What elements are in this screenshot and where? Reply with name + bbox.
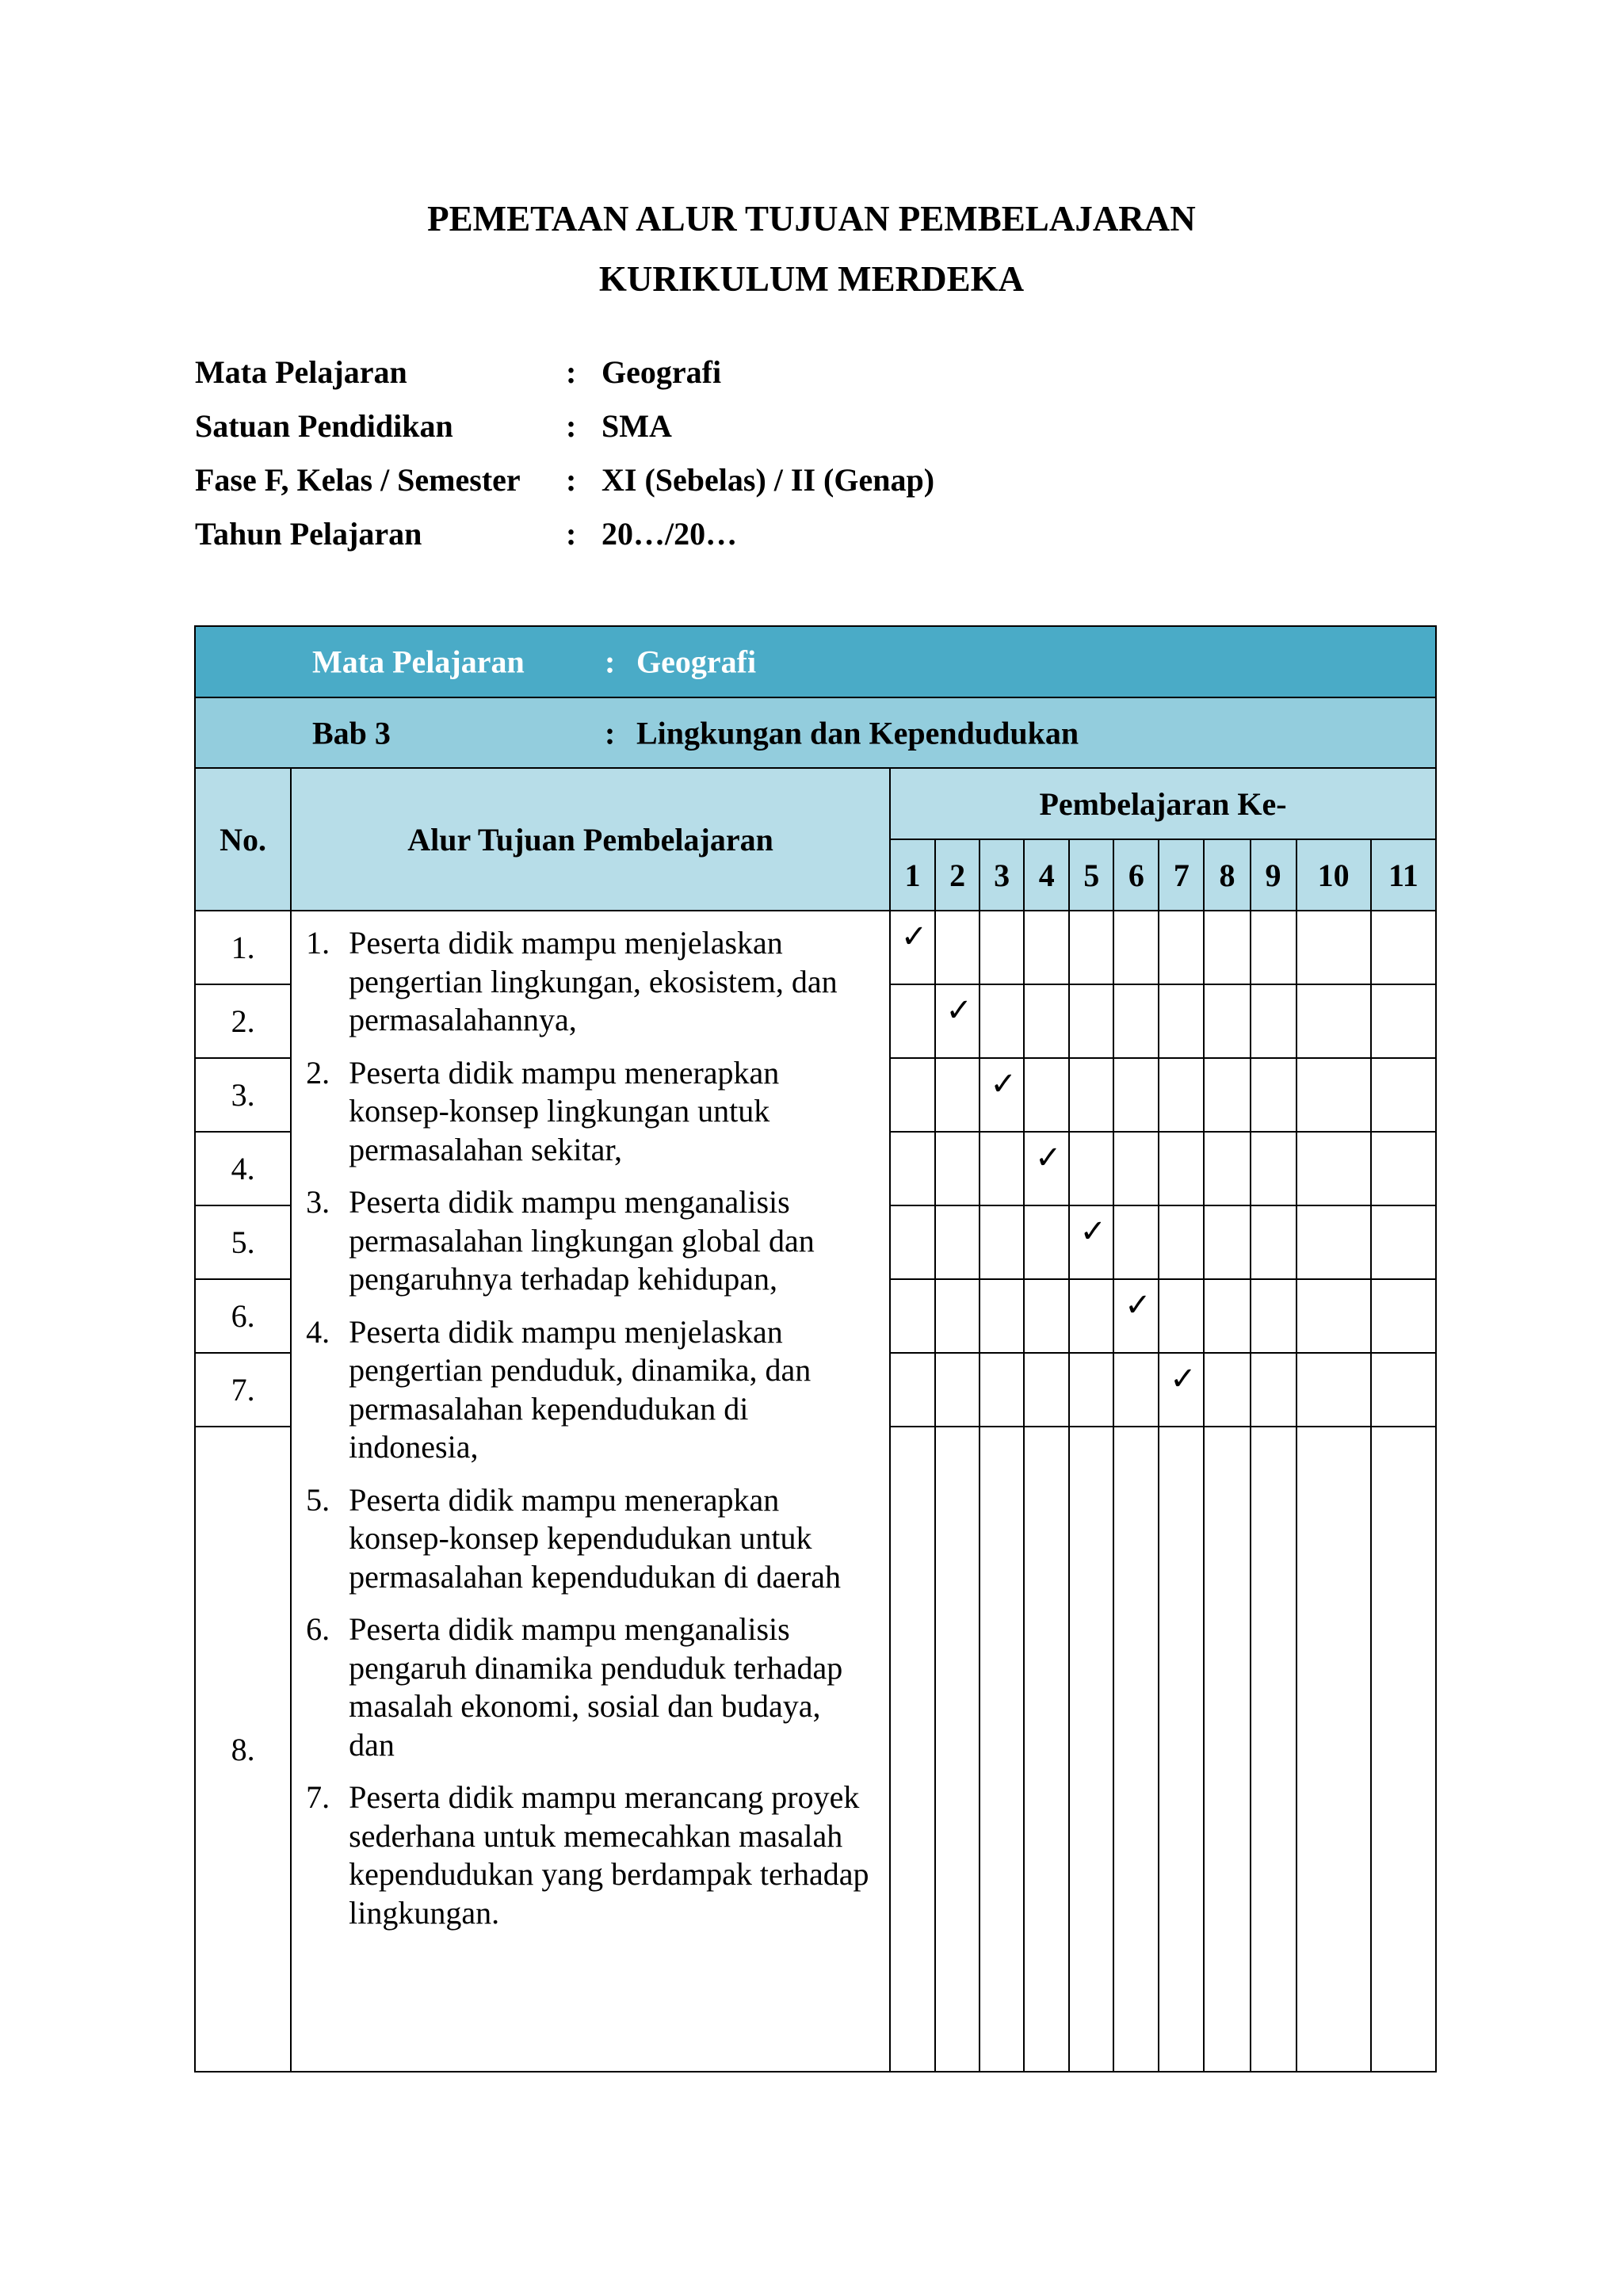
meta-label: Fase F, Kelas / Semester xyxy=(195,462,521,498)
row-number: 8. xyxy=(195,1427,291,2072)
atp-item xyxy=(306,924,873,1040)
meta-colon: : xyxy=(566,408,577,444)
session-cell xyxy=(935,1132,980,1205)
session-cell xyxy=(1113,1353,1159,1427)
session-cell xyxy=(1159,911,1204,984)
session-cell xyxy=(1296,984,1371,1058)
header-no: No. xyxy=(195,768,291,911)
header-col-2: 2 xyxy=(935,839,980,911)
session-cell xyxy=(1204,911,1250,984)
header-col-9: 9 xyxy=(1251,839,1296,911)
atp-item-number: 5. xyxy=(306,1481,330,1518)
meta-value: 20…/20… xyxy=(601,516,738,552)
session-cell xyxy=(1296,1427,1371,2072)
session-cell xyxy=(1159,984,1204,1058)
session-cell xyxy=(1069,911,1113,984)
band-subject-label: Mata Pelajaran xyxy=(312,644,525,680)
session-cell xyxy=(1069,984,1113,1058)
session-cell xyxy=(1159,1058,1204,1132)
session-cell xyxy=(1371,1058,1436,1132)
session-cell xyxy=(980,1353,1024,1427)
session-cell xyxy=(890,984,935,1058)
session-cell xyxy=(1296,911,1371,984)
header-col-8: 8 xyxy=(1204,839,1250,911)
document-title: PEMETAAN ALUR TUJUAN PEMBELAJARAN xyxy=(427,199,1196,239)
session-cell xyxy=(1024,1058,1069,1132)
session-cell xyxy=(1251,1353,1296,1427)
atp-item-text: Peserta didik mampu menjelaskan pengertian lingkungan, ekosistem, dan permasalahannya, xyxy=(349,925,838,1037)
atp-list xyxy=(292,911,889,1932)
session-cell xyxy=(1024,1205,1069,1279)
header-col-5: 5 xyxy=(1069,839,1113,911)
session-cell xyxy=(1204,984,1250,1058)
atp-item-number: 1. xyxy=(306,925,330,961)
session-cell xyxy=(1251,1205,1296,1279)
session-cell xyxy=(1113,1427,1159,2072)
meta-label: Mata Pelajaran xyxy=(195,354,407,390)
session-cell xyxy=(1204,1427,1250,2072)
session-cell xyxy=(1251,984,1296,1058)
session-cell xyxy=(1251,911,1296,984)
atp-item-number: 7. xyxy=(306,1779,330,1815)
row-number: 5. xyxy=(195,1205,291,1279)
session-cell xyxy=(890,1058,935,1132)
band-subject-colon: : xyxy=(605,644,616,680)
session-cell xyxy=(890,911,935,984)
check-icon: ✓ xyxy=(1079,1213,1107,1250)
meta-label: Tahun Pelajaran xyxy=(195,516,422,552)
atp-item-text: Peserta didik mampu menganalisis permasalahan lingkungan global dan pengaruhnya terhadap kehidupan, xyxy=(349,1184,815,1297)
session-cell xyxy=(1296,1205,1371,1279)
header-col-10: 10 xyxy=(1296,839,1371,911)
session-cell xyxy=(1113,1279,1159,1353)
session-cell xyxy=(1024,984,1069,1058)
header-col-7: 7 xyxy=(1159,839,1204,911)
atp-item-text: Peserta didik mampu menjelaskan pengertian penduduk, dinamika, dan permasalahan kependudukan di indonesia, xyxy=(349,1313,812,1465)
meta-colon: : xyxy=(566,516,577,552)
session-cell xyxy=(1204,1279,1250,1353)
session-cell xyxy=(1024,911,1069,984)
session-cell xyxy=(1204,1132,1250,1205)
header-col-11: 11 xyxy=(1371,839,1436,911)
session-cell xyxy=(1371,1279,1436,1353)
check-icon: ✓ xyxy=(945,991,972,1029)
atp-item-text: Peserta didik mampu menerapkan konsep-konsep lingkungan untuk permasalahan sekitar, xyxy=(349,1054,780,1167)
atp-list-cell xyxy=(291,911,890,2072)
session-cell xyxy=(1296,1353,1371,1427)
meta-value: Geografi xyxy=(601,354,722,390)
check-icon: ✓ xyxy=(1125,1286,1151,1324)
table-row xyxy=(195,911,1436,984)
session-cell xyxy=(935,911,980,984)
session-cell xyxy=(1113,1058,1159,1132)
session-cell xyxy=(1371,984,1436,1058)
session-cell xyxy=(1113,1132,1159,1205)
row-number: 1. xyxy=(195,911,291,984)
session-cell xyxy=(1069,1132,1113,1205)
session-cell xyxy=(1371,1353,1436,1427)
session-cell xyxy=(1113,911,1159,984)
session-cell xyxy=(1371,1132,1436,1205)
meta-colon: : xyxy=(566,462,577,498)
session-cell xyxy=(980,911,1024,984)
session-cell xyxy=(935,984,980,1058)
header-atp: Alur Tujuan Pembelajaran xyxy=(291,768,890,911)
session-cell xyxy=(1251,1427,1296,2072)
session-cell xyxy=(1251,1279,1296,1353)
meta-colon: : xyxy=(566,354,577,390)
session-cell xyxy=(1069,1353,1113,1427)
session-cell xyxy=(980,1279,1024,1353)
session-cell xyxy=(890,1279,935,1353)
session-cell xyxy=(1024,1427,1069,2072)
atp-item-number: 3. xyxy=(306,1184,330,1220)
session-cell xyxy=(935,1279,980,1353)
session-cell xyxy=(1113,984,1159,1058)
session-cell xyxy=(1069,1279,1113,1353)
session-cell xyxy=(1296,1279,1371,1353)
check-icon: ✓ xyxy=(1170,1360,1197,1397)
header-row-1 xyxy=(195,768,1436,839)
subject-band xyxy=(195,626,1436,697)
check-icon: ✓ xyxy=(990,1065,1017,1102)
session-cell xyxy=(1069,1205,1113,1279)
session-cell xyxy=(890,1132,935,1205)
meta-label: Satuan Pendidikan xyxy=(195,408,453,444)
session-cell xyxy=(1251,1132,1296,1205)
atp-item xyxy=(306,1778,873,1932)
session-cell xyxy=(1159,1132,1204,1205)
header-col-4: 4 xyxy=(1024,839,1069,911)
atp-item-text: Peserta didik mampu menganalisis pengaruh dinamika penduduk terhadap masalah ekonomi, sosial dan budaya, dan xyxy=(349,1611,843,1763)
header-pembelajaran: Pembelajaran Ke- xyxy=(890,768,1436,839)
row-number: 7. xyxy=(195,1353,291,1427)
session-cell xyxy=(1296,1132,1371,1205)
atp-item xyxy=(306,1610,873,1764)
session-cell xyxy=(890,1427,935,2072)
atp-item xyxy=(306,1481,873,1597)
session-cell xyxy=(1159,1205,1204,1279)
row-number: 6. xyxy=(195,1279,291,1353)
session-cell xyxy=(1159,1353,1204,1427)
session-cell xyxy=(890,1205,935,1279)
row-number: 2. xyxy=(195,984,291,1058)
session-cell xyxy=(890,1353,935,1427)
session-cell xyxy=(1024,1353,1069,1427)
session-cell xyxy=(1069,1058,1113,1132)
session-cell xyxy=(980,984,1024,1058)
session-cell xyxy=(1204,1058,1250,1132)
meta-value: SMA xyxy=(601,408,672,444)
session-cell xyxy=(1024,1132,1069,1205)
session-cell xyxy=(1069,1427,1113,2072)
session-cell xyxy=(1371,1205,1436,1279)
session-cell xyxy=(1204,1353,1250,1427)
session-cell xyxy=(1371,911,1436,984)
band-chapter-label: Bab 3 xyxy=(312,715,391,751)
header-col-1: 1 xyxy=(890,839,935,911)
session-cell xyxy=(1024,1279,1069,1353)
document-subtitle: KURIKULUM MERDEKA xyxy=(598,259,1025,299)
atp-item xyxy=(306,1183,873,1299)
meta-value: XI (Sebelas) / II (Genap) xyxy=(601,462,935,498)
session-cell xyxy=(1113,1205,1159,1279)
band-chapter-value: Lingkungan dan Kependudukan xyxy=(636,715,1079,751)
atp-item-number: 2. xyxy=(306,1054,330,1091)
atp-item-number: 6. xyxy=(306,1611,330,1647)
session-cell xyxy=(980,1427,1024,2072)
check-icon: ✓ xyxy=(900,918,928,955)
header-col-3: 3 xyxy=(980,839,1024,911)
row-number: 3. xyxy=(195,1058,291,1132)
session-cell xyxy=(935,1353,980,1427)
session-cell xyxy=(935,1427,980,2072)
row-number: 4. xyxy=(195,1132,291,1205)
header-col-6: 6 xyxy=(1113,839,1159,911)
session-cell xyxy=(980,1058,1024,1132)
chapter-band xyxy=(195,697,1436,768)
atp-table xyxy=(194,625,1437,2073)
session-cell xyxy=(980,1205,1024,1279)
atp-item-text: Peserta didik mampu menerapkan konsep-konsep kependudukan untuk permasalahan kependudukan di daerah xyxy=(349,1481,841,1595)
atp-item-number: 4. xyxy=(306,1313,330,1350)
session-cell xyxy=(980,1132,1024,1205)
session-cell xyxy=(1159,1279,1204,1353)
session-cell xyxy=(1251,1058,1296,1132)
session-cell xyxy=(1371,1427,1436,2072)
session-cell xyxy=(1159,1427,1204,2072)
check-icon: ✓ xyxy=(1034,1139,1062,1176)
atp-item xyxy=(306,1054,873,1170)
atp-item-text: Peserta didik mampu merancang proyek sederhana untuk memecahkan masalah kependudukan yang berdampak terhadap lingkungan. xyxy=(349,1779,869,1931)
session-cell xyxy=(1204,1205,1250,1279)
band-chapter-colon: : xyxy=(605,715,616,751)
atp-item xyxy=(306,1313,873,1467)
band-subject-value: Geografi xyxy=(636,644,757,680)
session-cell xyxy=(1296,1058,1371,1132)
session-cell xyxy=(935,1205,980,1279)
session-cell xyxy=(935,1058,980,1132)
